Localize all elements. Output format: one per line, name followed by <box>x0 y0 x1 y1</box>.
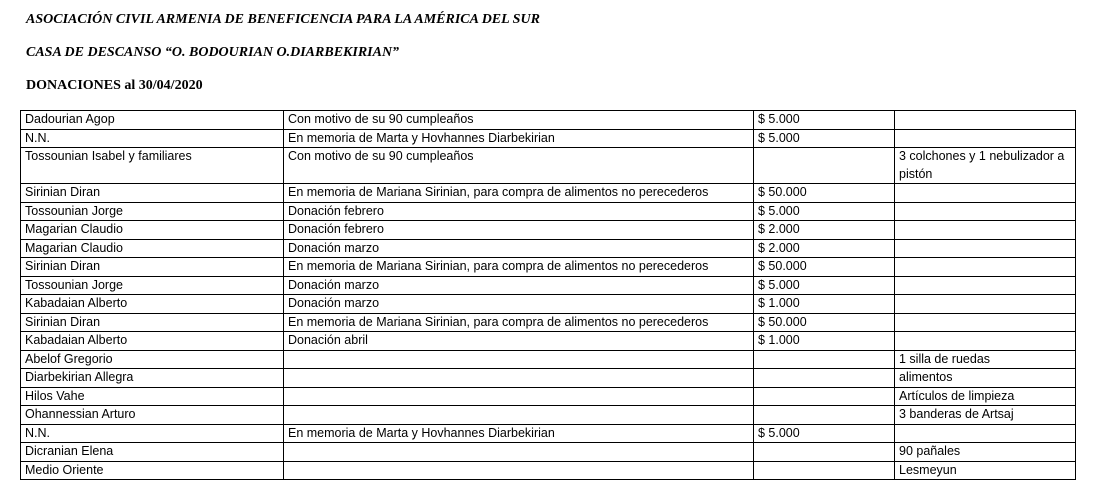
donated-items-cell: 1 silla de ruedas <box>895 350 1076 369</box>
donated-items-cell: 3 banderas de Artsaj <box>895 406 1076 425</box>
table-row <box>21 369 1076 388</box>
donation-amount-cell: $ 5.000 <box>754 276 895 295</box>
donated-items-cell <box>895 184 1076 203</box>
donation-concept-cell: Donación marzo <box>284 239 754 258</box>
donated-items-cell <box>895 258 1076 277</box>
donor-name-cell: Kabadaian Alberto <box>21 332 284 351</box>
donated-items-cell: 3 colchones y 1 nebulizador a pistón <box>895 148 1076 184</box>
donated-items-cell: alimentos <box>895 369 1076 388</box>
donation-amount-cell <box>754 443 895 462</box>
donation-concept-cell: Donación marzo <box>284 295 754 314</box>
table-row <box>21 406 1076 425</box>
donation-amount-cell: $ 5.000 <box>754 129 895 148</box>
donation-concept-cell: En memoria de Mariana Sirinian, para compra de alimentos no perecederos <box>284 184 754 203</box>
donation-concept-cell <box>284 406 754 425</box>
table-row <box>21 184 1076 203</box>
donation-amount-cell: $ 2.000 <box>754 221 895 240</box>
donations-table <box>20 110 1076 480</box>
donor-name-cell: Diarbekirian Allegra <box>21 369 284 388</box>
table-row <box>21 258 1076 277</box>
donation-amount-cell: $ 1.000 <box>754 295 895 314</box>
residence-title: CASA DE DESCANSO “O. BODOURIAN O.DIARBEKIRIAN” <box>26 45 400 60</box>
donation-concept-cell <box>284 387 754 406</box>
donation-concept-cell: Donación febrero <box>284 202 754 221</box>
donation-concept-cell: En memoria de Marta y Hovhannes Diarbekirian <box>284 424 754 443</box>
donation-concept-cell <box>284 443 754 462</box>
donation-concept-cell <box>284 461 754 480</box>
donated-items-cell <box>895 111 1076 130</box>
donated-items-cell <box>895 313 1076 332</box>
donor-name-cell: Kabadaian Alberto <box>21 295 284 314</box>
table-row <box>21 129 1076 148</box>
donor-name-cell: Magarian Claudio <box>21 221 284 240</box>
donation-concept-cell: Donación marzo <box>284 276 754 295</box>
donated-items-cell <box>895 295 1076 314</box>
donor-name-cell: Sirinian Diran <box>21 184 284 203</box>
donated-items-cell <box>895 221 1076 240</box>
table-row <box>21 461 1076 480</box>
organization-title: ASOCIACIÓN CIVIL ARMENIA DE BENEFICENCIA PARA LA AMÉRICA DEL SUR <box>26 12 540 27</box>
donation-concept-cell: Donación abril <box>284 332 754 351</box>
donor-name-cell: Tossounian Jorge <box>21 202 284 221</box>
donated-items-cell: Lesmeyun <box>895 461 1076 480</box>
donation-amount-cell: $ 50.000 <box>754 258 895 277</box>
donated-items-cell <box>895 202 1076 221</box>
donation-concept-cell: Con motivo de su 90 cumpleaños <box>284 111 754 130</box>
donation-concept-cell <box>284 369 754 388</box>
table-row <box>21 111 1076 130</box>
donated-items-cell: Artículos de limpieza <box>895 387 1076 406</box>
table-row <box>21 443 1076 462</box>
table-row <box>21 332 1076 351</box>
table-row <box>21 424 1076 443</box>
donation-amount-cell: $ 50.000 <box>754 313 895 332</box>
donor-name-cell: N.N. <box>21 129 284 148</box>
donor-name-cell: Tossounian Isabel y familiares <box>21 148 284 184</box>
donations-title: DONACIONES al 30/04/2020 <box>26 78 203 93</box>
table-row <box>21 313 1076 332</box>
donation-amount-cell <box>754 406 895 425</box>
donation-concept-cell: En memoria de Marta y Hovhannes Diarbekirian <box>284 129 754 148</box>
donor-name-cell: Tossounian Jorge <box>21 276 284 295</box>
donor-name-cell: Hilos Vahe <box>21 387 284 406</box>
donated-items-cell <box>895 424 1076 443</box>
donation-concept-cell: Donación febrero <box>284 221 754 240</box>
table-row <box>21 350 1076 369</box>
donation-concept-cell: En memoria de Mariana Sirinian, para compra de alimentos no perecederos <box>284 313 754 332</box>
table-row <box>21 276 1076 295</box>
donor-name-cell: Ohannessian Arturo <box>21 406 284 425</box>
donated-items-cell: 90 pañales <box>895 443 1076 462</box>
donation-amount-cell: $ 50.000 <box>754 184 895 203</box>
donor-name-cell: Dicranian Elena <box>21 443 284 462</box>
donor-name-cell: N.N. <box>21 424 284 443</box>
donated-items-cell <box>895 239 1076 258</box>
table-row <box>21 221 1076 240</box>
donation-amount-cell: $ 5.000 <box>754 424 895 443</box>
donation-concept-cell: En memoria de Mariana Sirinian, para compra de alimentos no perecederos <box>284 258 754 277</box>
donor-name-cell: Dadourian Agop <box>21 111 284 130</box>
donor-name-cell: Abelof Gregorio <box>21 350 284 369</box>
table-row <box>21 148 1076 184</box>
table-row <box>21 295 1076 314</box>
donor-name-cell: Sirinian Diran <box>21 258 284 277</box>
donated-items-cell <box>895 276 1076 295</box>
donation-concept-cell <box>284 350 754 369</box>
table-row <box>21 387 1076 406</box>
donations-table-body <box>21 111 1076 480</box>
donated-items-cell <box>895 129 1076 148</box>
table-row <box>21 239 1076 258</box>
donation-amount-cell <box>754 369 895 388</box>
donor-name-cell: Medio Oriente <box>21 461 284 480</box>
donation-amount-cell: $ 5.000 <box>754 111 895 130</box>
donation-amount-cell <box>754 350 895 369</box>
donation-amount-cell: $ 2.000 <box>754 239 895 258</box>
donated-items-cell <box>895 332 1076 351</box>
donation-amount-cell: $ 5.000 <box>754 202 895 221</box>
donor-name-cell: Sirinian Diran <box>21 313 284 332</box>
donation-amount-cell <box>754 461 895 480</box>
donation-amount-cell: $ 1.000 <box>754 332 895 351</box>
table-row <box>21 202 1076 221</box>
donation-amount-cell <box>754 148 895 184</box>
donation-amount-cell <box>754 387 895 406</box>
donor-name-cell: Magarian Claudio <box>21 239 284 258</box>
donation-concept-cell: Con motivo de su 90 cumpleaños <box>284 148 754 184</box>
